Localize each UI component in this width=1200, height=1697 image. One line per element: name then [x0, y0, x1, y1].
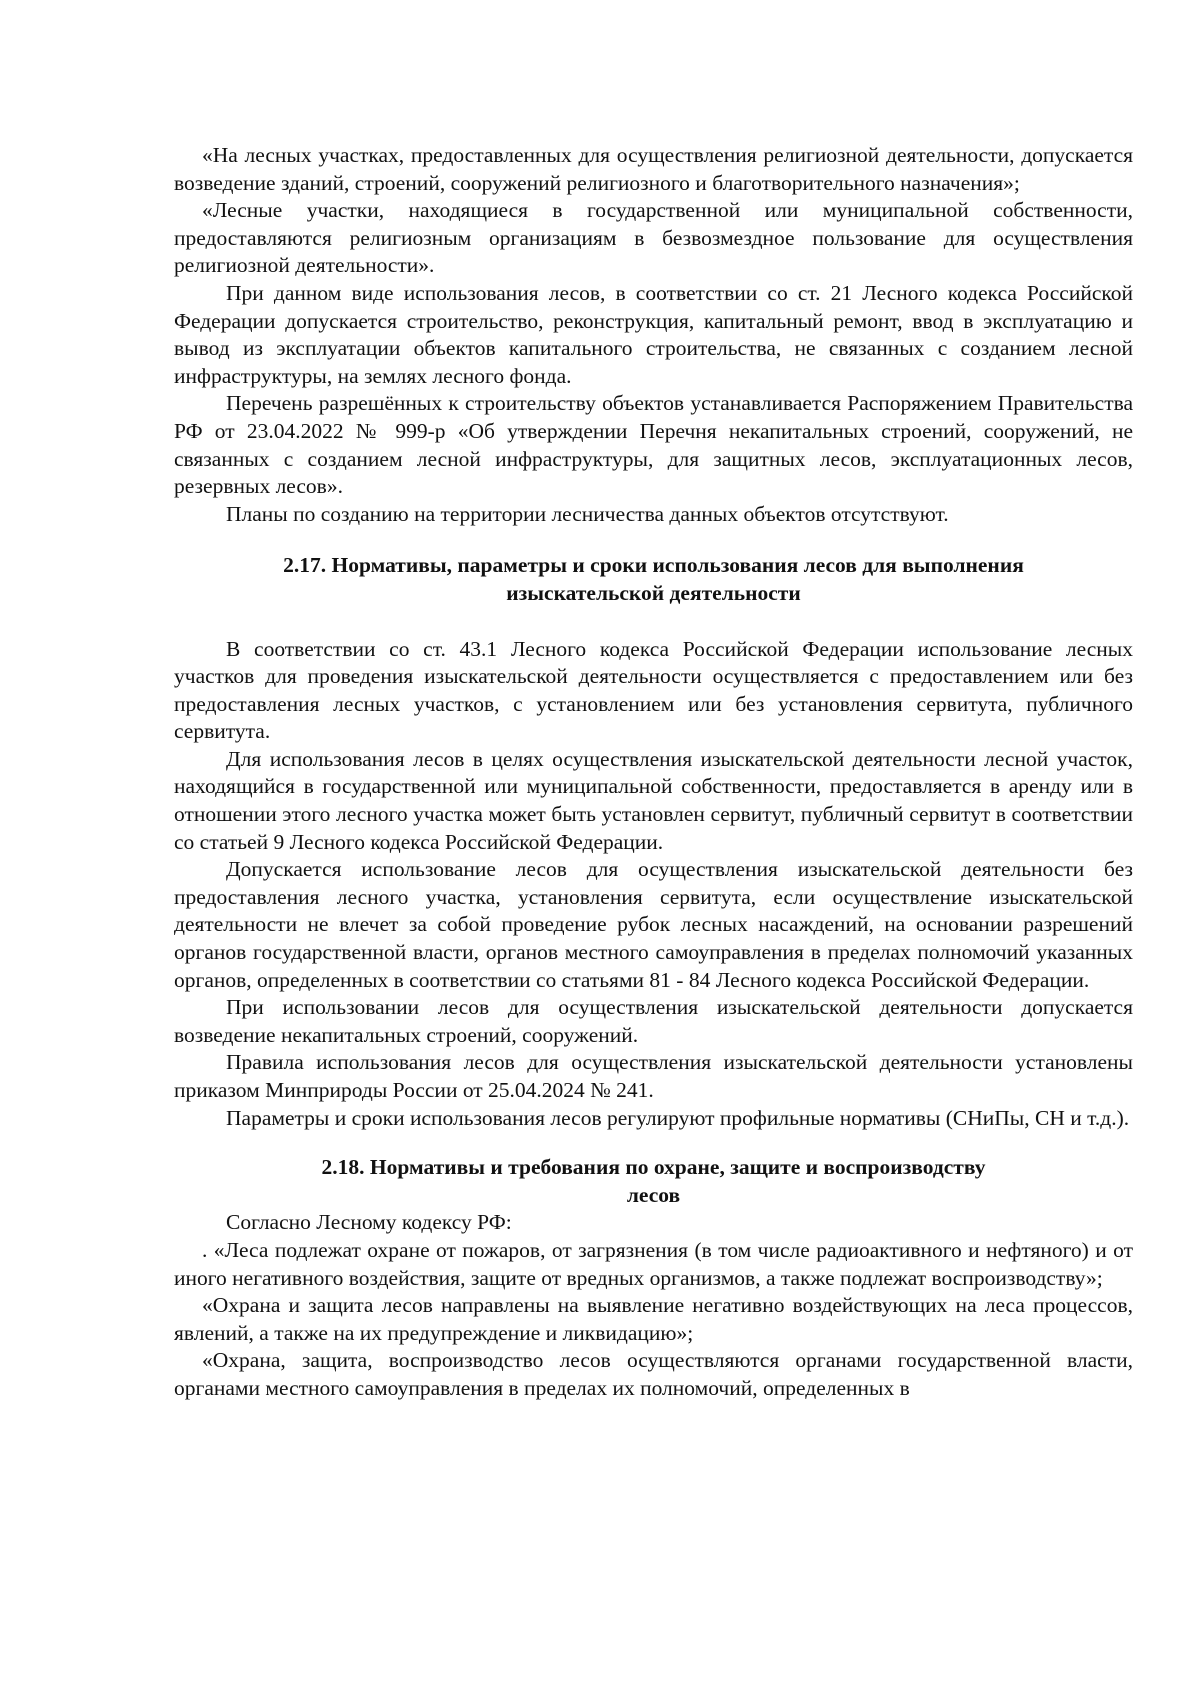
paragraph-permitted-objects-list: Перечень разрешённых к строительству объектов устанавливается Распоряжением Правительства РФ от 23.04.2022 № 999-р «Об утверждении Перечня некапитальных строений, сооружений, не связанных с созданием лесной инфраструктуры, для защитных лесов, эксплуатационных лесов, резервных лесов».	[174, 391, 1133, 499]
section-heading-2-18-line2: лесов	[626, 1182, 681, 1207]
document-page	[174, 142, 1133, 1403]
paragraph-religious-buildings: «На лесных участках, предоставленных для осуществления религиозной деятельности, допускается возведение зданий, строений, сооружений религиозного и благотворительного назначения»;	[174, 143, 1133, 195]
paragraph-no-plans: Планы по созданию на территории лесничества данных объектов отсутствуют.	[226, 501, 949, 526]
paragraph-lease-servitude: Для использования лесов в целях осуществления изыскательской деятельности лесной участок, находящийся в государственной или муниципальной собственности, предоставляется в аренду или в отношении этого лесного участка может быть установлен сервитут, публичный сервитут в соответствии со статьей 9 Лесного кодекса Российской Федерации.	[174, 746, 1133, 854]
paragraph-protection-purpose: «Охрана и защита лесов направлены на выявление негативно воздействующих на леса процессов, явлений, а также на их предупреждение и ликвидацию»;	[174, 1293, 1133, 1345]
paragraph-article-43-1: В соответствии со ст. 43.1 Лесного кодекса Российской Федерации использование лесных участков для проведения изыскательской деятельности осуществляется с предоставлением или без предоставления лесных участков, с установлением или без установления сервитута, публичного сервитута.	[174, 636, 1133, 744]
paragraph-parameters-norms: Параметры и сроки использования лесов регулируют профильные нормативы (СНиПы, СН и т.д.).	[226, 1105, 1130, 1130]
paragraph-without-land-plot: Допускается использование лесов для осуществления изыскательской деятельности без предоставления лесного участка, установления сервитута, если осуществление изыскательской деятельности не влечет за собой проведение рубок лесных насаждений, на основании разрешений органов государственной власти, органов местного самоуправления в пределах полномочий указанных органов, определенных в соответствии со статьями 81 - 84 Лесного кодекса Российской Федерации.	[174, 857, 1133, 992]
section-heading-2-17-line1: 2.17. Нормативы, параметры и сроки использования лесов для выполнения	[283, 553, 1024, 578]
section-heading-2-18-line1: 2.18. Нормативы и требования по охране, защите и воспроизводству	[321, 1155, 986, 1180]
paragraph-forest-code-intro: Согласно Лесному кодексу РФ:	[226, 1210, 512, 1235]
section-heading-2-18	[174, 1154, 1133, 1209]
paragraph-rules-order-241: Правила использования лесов для осуществления изыскательской деятельности установлены приказом Минприроды России от 25.04.2024 № 241.	[174, 1050, 1133, 1102]
paragraph-authorities: «Охрана, защита, воспроизводство лесов осуществляются органами государственной власти, органами местного самоуправления в пределах их полномочий, определенных в	[174, 1348, 1133, 1400]
section-heading-2-17	[174, 552, 1133, 607]
paragraph-forest-protection: . «Леса подлежат охране от пожаров, от загрязнения (в том числе радиоактивного и нефтяного) и от иного негативного воздействия, защите от вредных организмов, а также подлежат воспроизводству»;	[174, 1237, 1133, 1290]
section-heading-2-17-line2: изыскательской деятельности	[506, 580, 801, 605]
paragraph-article-21: При данном виде использования лесов, в соответствии со ст. 21 Лесного кодекса Российской Федерации допускается строительство, реконструкция, капитальный ремонт, ввод в эксплуатацию и вывод из эксплуатации объектов капитального строительства, не связанных с созданием лесной инфраструктуры, на землях лесного фонда.	[174, 280, 1133, 388]
paragraph-noncapital-structures: При использовании лесов для осуществления изыскательской деятельности допускается возведение некапитальных строений, сооружений.	[174, 995, 1133, 1047]
paragraph-religious-land-use: «Лесные участки, находящиеся в государственной или муниципальной собственности, предоставляются религиозным организациям в безвозмездное пользование для осуществления религиозной деятельности».	[174, 198, 1133, 278]
